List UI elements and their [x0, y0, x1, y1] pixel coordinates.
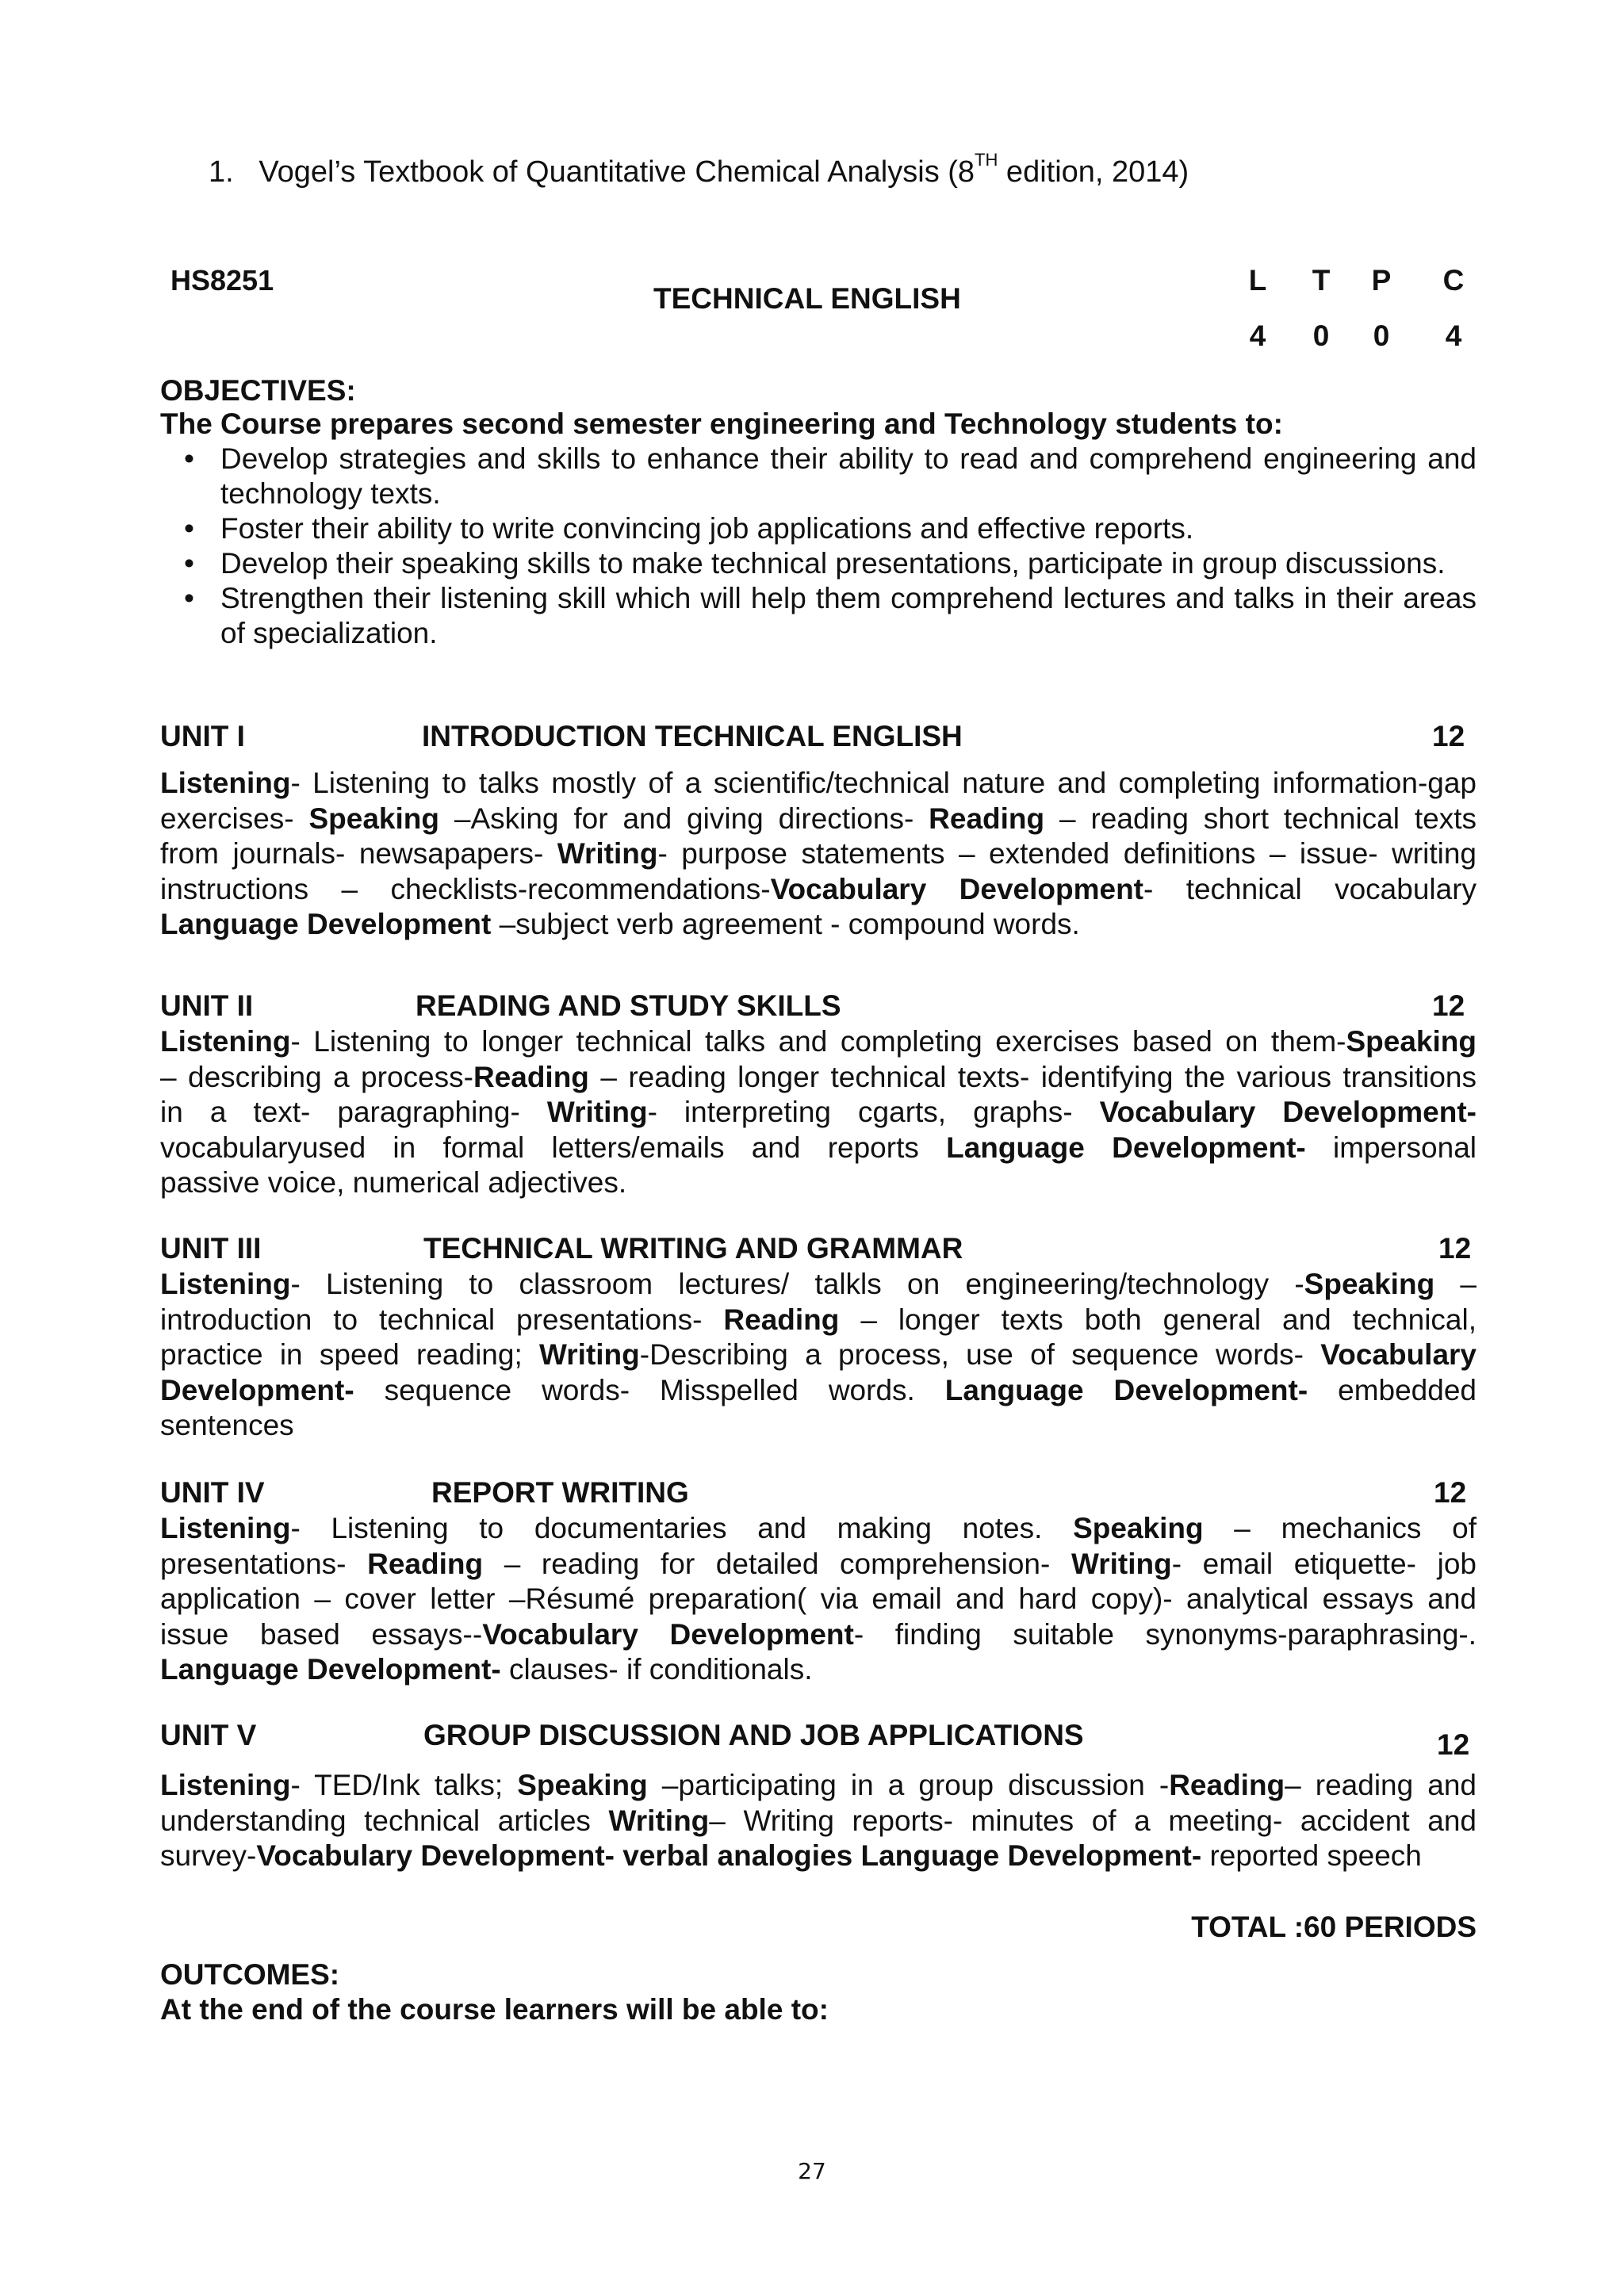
bold-term: Speaking	[1346, 1025, 1477, 1058]
reference-number: 1.	[209, 155, 234, 189]
objective-item: • Develop their speaking skills to make technical presentations, participate in group discussions.	[184, 547, 1446, 580]
objectives-list	[184, 442, 1477, 651]
text-segment: practice in speed reading;	[160, 1338, 540, 1371]
text-segment: application – cover letter –Résumé preparation( via email and hard copy)- analytical essays and	[160, 1582, 1477, 1615]
text-segment: - interpreting cgarts, graphs-	[647, 1096, 1100, 1128]
unit-title: TECHNICAL WRITING AND GRAMMAR	[423, 1232, 963, 1265]
text-segment: –Asking for and giving directions-	[439, 802, 929, 835]
unit-text-line	[160, 1373, 1477, 1409]
unit-text-line	[160, 1095, 1477, 1131]
unit-content	[160, 1024, 1477, 1201]
bold-term: Speaking	[1304, 1268, 1435, 1300]
bold-term: Vocabulary Development	[770, 872, 1143, 905]
text-segment: issue based essays--	[160, 1617, 483, 1651]
objectives-intro: The Course prepares second semester engineering and Technology students to:	[160, 408, 1283, 440]
unit-text-line	[160, 1060, 1477, 1096]
text-segment: – mechanics of	[1203, 1512, 1477, 1544]
reference-superscript: TH	[975, 150, 998, 170]
unit-header	[160, 1232, 1477, 1269]
bold-term: Vocabulary	[1320, 1338, 1477, 1371]
text-segment: –subject verb agreement - compound words.	[491, 908, 1080, 940]
unit-text-line	[160, 1652, 1477, 1688]
unit-text-line	[160, 1511, 1477, 1547]
bold-term: Listening	[160, 1268, 291, 1300]
unit-number: UNIT IV	[160, 1476, 265, 1509]
text-segment: –	[1434, 1268, 1477, 1300]
reference-text: Vogel’s Textbook of Quantitative Chemical Analysis (8	[259, 155, 975, 189]
bold-term: Language Development-	[946, 1131, 1306, 1164]
bold-term: Reading	[929, 802, 1045, 835]
ltpc-header-p: P	[1371, 264, 1392, 297]
text-segment: – reading longer technical texts- identifying the various transitions	[588, 1060, 1477, 1093]
unit-text-line	[160, 836, 1477, 872]
unit-hours: 12	[1438, 1232, 1472, 1265]
text-segment: - email etiquette- job	[1171, 1547, 1477, 1580]
unit-content	[160, 1267, 1477, 1444]
bold-term: Listening	[160, 767, 291, 799]
unit-text-line	[160, 1303, 1477, 1338]
ltpc-value-c: 4	[1445, 320, 1462, 352]
text-segment: – Writing reports- minutes of a meeting- accident and	[709, 1804, 1477, 1837]
total-periods: TOTAL :60 PERIODS	[1191, 1911, 1477, 1943]
text-segment: - purpose statements – extended definitions – issue- writing	[657, 837, 1477, 870]
unit-text-line	[160, 872, 1477, 908]
text-segment: vocabularyused in formal letters/emails and reports	[160, 1131, 947, 1164]
bold-term: Language Development-	[944, 1373, 1308, 1406]
unit-content	[160, 1511, 1477, 1688]
text-segment: passive voice, numerical adjectives.	[160, 1166, 627, 1199]
reference-text-end: edition, 2014)	[998, 155, 1189, 189]
bold-term: Listening	[160, 1512, 291, 1544]
unit-text-line	[160, 802, 1477, 837]
bold-term: Speaking	[1073, 1512, 1204, 1544]
bold-term: Reading	[1169, 1769, 1285, 1801]
ltpc-header-c: C	[1442, 264, 1465, 297]
unit-number: UNIT I	[160, 720, 245, 752]
bold-term: Language Development-	[160, 1653, 501, 1686]
bold-term: Writing	[546, 1096, 648, 1128]
text-segment: – reading for detailed comprehension-	[483, 1547, 1071, 1580]
unit-title: READING AND STUDY SKILLS	[416, 989, 841, 1022]
unit-text-line	[160, 1408, 1477, 1444]
unit-header	[160, 720, 1477, 756]
bold-term: Vocabulary Development	[482, 1617, 854, 1651]
text-segment: - Listening to classroom lectures/ talkls on engineering/technology -	[290, 1268, 1304, 1300]
unit-header	[160, 1476, 1477, 1513]
reference-item	[209, 150, 1189, 189]
unit-hours: 12	[1437, 1728, 1470, 1761]
ltpc-value-p: 0	[1373, 320, 1390, 352]
text-segment: – reading short technical texts	[1044, 802, 1477, 835]
text-segment: embedded	[1308, 1373, 1477, 1406]
objective-item: • Foster their ability to write convincing job applications and effective reports.	[184, 512, 1194, 545]
text-segment: – longer texts both general and technical,	[839, 1303, 1477, 1336]
unit-text-line	[160, 907, 1477, 943]
unit-title: REPORT WRITING	[431, 1476, 689, 1509]
text-segment: – describing a process-	[160, 1060, 473, 1093]
bold-term: Writing	[608, 1804, 710, 1837]
text-segment: reported speech	[1201, 1839, 1422, 1872]
text-segment: - Listening to documentaries and making notes.	[290, 1512, 1074, 1544]
unit-text-line	[160, 1337, 1477, 1373]
outcomes-heading: OUTCOMES:	[160, 1958, 340, 1991]
unit-title: GROUP DISCUSSION AND JOB APPLICATIONS	[423, 1719, 1084, 1751]
bold-term: Listening	[160, 1769, 291, 1801]
text-segment: -Describing a process, use of sequence words-	[639, 1338, 1321, 1371]
objective-item: • Develop strategies and skills to enhance their ability to read and comprehend engineering and technology texts.	[184, 442, 1477, 510]
bold-term: Reading	[367, 1547, 484, 1580]
objective-item: • Strengthen their listening skill which will help them comprehend lectures and talks in their areas of specialization.	[184, 582, 1477, 649]
bold-term: Writing	[539, 1338, 640, 1371]
text-segment: in a text- paragraphing-	[160, 1096, 547, 1128]
text-segment: from journals- newsapapers-	[160, 837, 557, 870]
unit-text-line	[160, 766, 1477, 802]
ltpc-header-l: L	[1248, 264, 1267, 297]
bold-term: Development-	[160, 1373, 354, 1406]
unit-number: UNIT III	[160, 1232, 262, 1265]
objectives-heading: OBJECTIVES:	[160, 374, 356, 407]
bold-term: Speaking	[517, 1769, 648, 1801]
page-number: 27	[798, 2158, 826, 2184]
bullet-icon: •	[184, 582, 194, 614]
unit-text-line	[160, 1804, 1477, 1839]
unit-hours: 12	[1432, 720, 1465, 752]
text-segment: understanding technical articles	[160, 1804, 609, 1837]
unit-hours: 12	[1432, 989, 1465, 1022]
text-segment: introduction to technical presentations-	[160, 1303, 724, 1336]
bold-term: Writing	[557, 837, 658, 870]
text-segment: survey-	[160, 1839, 257, 1872]
text-segment: instructions – checklists-recommendations-	[160, 872, 771, 905]
unit-number: UNIT II	[160, 989, 254, 1022]
unit-header	[160, 989, 1477, 1026]
text-segment: –participating in a group discussion -	[647, 1769, 1170, 1801]
unit-text-line	[160, 1582, 1477, 1617]
unit-text-line	[160, 1024, 1477, 1060]
text-segment: presentations-	[160, 1547, 368, 1580]
unit-text-line	[160, 1131, 1477, 1166]
text-segment: - Listening to longer technical talks and completing exercises based on them-	[290, 1025, 1346, 1058]
text-segment: sequence words- Misspelled words.	[354, 1373, 945, 1406]
text-segment: - finding suitable synonyms-paraphrasing-.	[853, 1617, 1477, 1651]
text-segment: - Listening to talks mostly of a scientific/technical nature and completing information-gap	[290, 767, 1477, 799]
unit-text-line	[160, 1547, 1477, 1582]
bullet-icon: •	[184, 512, 194, 545]
outcomes-intro: At the end of the course learners will be able to:	[160, 1993, 829, 2026]
unit-number: UNIT V	[160, 1719, 257, 1751]
ltpc-header-t: T	[1312, 264, 1331, 297]
course-title: TECHNICAL ENGLISH	[653, 282, 961, 315]
bold-term: Speaking	[308, 802, 439, 835]
text-segment: sentences	[160, 1409, 294, 1441]
text-segment: – reading and	[1285, 1769, 1477, 1801]
ltpc-value-t: 0	[1312, 320, 1330, 352]
bold-term: Reading	[473, 1060, 589, 1093]
unit-text-line	[160, 1267, 1477, 1303]
unit-title: INTRODUCTION TECHNICAL ENGLISH	[422, 720, 963, 752]
unit-text-line	[160, 1617, 1477, 1653]
text-segment: clauses- if conditionals.	[500, 1653, 813, 1686]
ltpc-value-l: 4	[1249, 320, 1266, 352]
bold-term: Vocabulary Development- verbal analogies Language Development-	[256, 1839, 1202, 1872]
bullet-icon: •	[184, 442, 194, 475]
text-segment: - technical vocabulary	[1143, 872, 1477, 905]
bold-term: Vocabulary Development-	[1099, 1096, 1477, 1128]
unit-content	[160, 1768, 1477, 1874]
bold-term: Language Development	[160, 908, 492, 940]
unit-text-line	[160, 1165, 1477, 1201]
unit-hours: 12	[1434, 1476, 1467, 1509]
unit-text-line	[160, 1768, 1477, 1804]
unit-content	[160, 766, 1477, 943]
bold-term: Writing	[1071, 1547, 1172, 1580]
bold-term: Listening	[160, 1025, 291, 1058]
course-code: HS8251	[170, 264, 274, 297]
text-segment: impersonal	[1305, 1131, 1477, 1164]
unit-text-line	[160, 1839, 1477, 1874]
unit-header	[160, 1719, 1477, 1761]
bullet-icon: •	[184, 547, 194, 580]
text-segment: - TED/Ink talks;	[290, 1769, 518, 1801]
bold-term: Reading	[723, 1303, 840, 1336]
text-segment: exercises-	[160, 802, 309, 835]
